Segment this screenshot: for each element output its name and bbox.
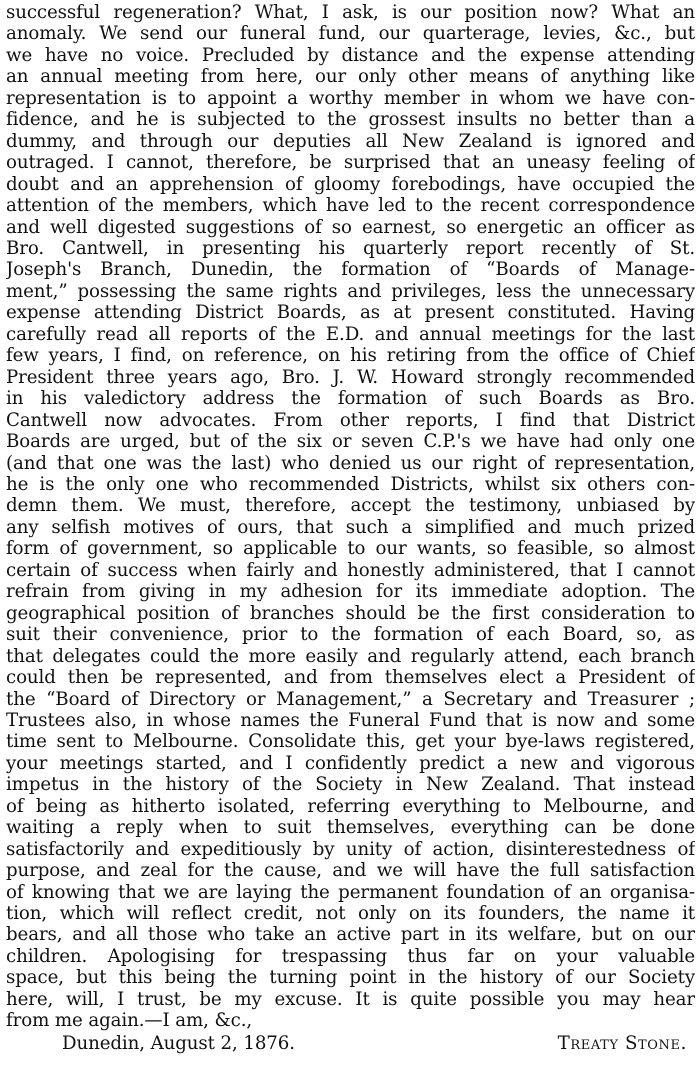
text-line: refrain from giving in my adhesion for its immediate adoption. The xyxy=(6,581,695,603)
text-line: suit their convenience, prior to the formation of each Board, so, as xyxy=(6,624,695,646)
text-line: certain of success when fairly and honestly administered, that I cannot xyxy=(6,559,695,581)
text-line: doubt and an apprehension of gloomy forebodings, have occupied the xyxy=(6,173,695,195)
text-line: anomaly. We send our funeral fund, our quarterage, levies, &c., but xyxy=(6,23,695,45)
text-line: representation is to appoint a worthy member in whom we have con- xyxy=(6,87,695,109)
text-line: purpose, and zeal for the cause, and we will have the full satisfaction xyxy=(6,860,695,882)
text-line: (and that one was the last) who denied us our right of representation, xyxy=(6,452,695,474)
text-line: Cantwell now advocates. From other reports, I find that District xyxy=(6,409,695,431)
text-line: of being as hitherto isolated, referring everything to Melbourne, and xyxy=(6,795,695,817)
dateline: Dunedin, August 2, 1876. xyxy=(62,1032,295,1054)
text-line: successful regeneration? What, I ask, is our position now? What an xyxy=(6,2,695,23)
letter-column xyxy=(6,2,695,1055)
text-line: satisfactorily and expeditiously by unity of action, disinterestedness of xyxy=(6,838,695,860)
text-line: expense attending District Boards, as at present constituted. Having xyxy=(6,302,695,324)
letter-body xyxy=(6,2,695,1032)
text-line: of knowing that we are laying the permanent foundation of an organisa- xyxy=(6,881,695,903)
text-line: that delegates could the more easily and regularly attend, each branch xyxy=(6,645,695,667)
letter-signoff xyxy=(6,1033,695,1055)
text-line: we have no voice. Precluded by distance and the expense attending xyxy=(6,44,695,66)
text-line: President three years ago, Bro. J. W. Howard strongly recommended xyxy=(6,366,695,388)
text-line: geographical position of branches should be the first consideration to xyxy=(6,602,695,624)
text-line: here, will, I trust, be my excuse. It is quite possible you may hear xyxy=(6,988,695,1010)
text-line: impetus in the history of the Society in New Zealand. That instead xyxy=(6,774,695,796)
text-line: outraged. I cannot, therefore, be surprised that an uneasy feeling of xyxy=(6,152,695,174)
text-line: ment,” possessing the same rights and privileges, less the unnecessary xyxy=(6,280,695,302)
text-line: the “Board of Directory or Management,” a Secretary and Treasurer ; xyxy=(6,688,695,710)
text-line: fidence, and he is subjected to the grossest insults no better than a xyxy=(6,109,695,131)
text-line: Bro. Cantwell, in presenting his quarterly report recently of St. xyxy=(6,237,695,259)
text-line: children. Apologising for trespassing thus far on your valuable xyxy=(6,945,695,967)
text-line: dummy, and through our deputies all New Zealand is ignored and xyxy=(6,130,695,152)
text-line: attention of the members, which have led to the recent correspondence xyxy=(6,195,695,217)
text-line: and well digested suggestions of so earnest, so energetic an officer as xyxy=(6,216,695,238)
text-line: Trustees also, in whose names the Funeral Fund that is now and some xyxy=(6,709,695,731)
text-line: could then be represented, and from themselves elect a President of xyxy=(6,667,695,689)
text-line: your meetings started, and I confidently predict a new and vigorous xyxy=(6,752,695,774)
text-line: demn them. We must, therefore, accept the testimony, unbiased by xyxy=(6,495,695,517)
text-line: few years, I find, on reference, on his retiring from the office of Chief xyxy=(6,345,695,367)
text-line: time sent to Melbourne. Consolidate this, get your bye-laws registered, xyxy=(6,731,695,753)
text-line: tion, which will reflect credit, not only on its founders, the name it xyxy=(6,903,695,925)
signature: Treaty Stone. xyxy=(557,1032,687,1054)
text-line: Boards are urged, but of the six or seven C.P.'s we have had only one xyxy=(6,431,695,453)
text-line: form of government, so applicable to our wants, so feasible, so almost xyxy=(6,538,695,560)
text-line: in his valedictory address the formation of such Boards as Bro. xyxy=(6,388,695,410)
text-line: an annual meeting from here, our only other means of anything like xyxy=(6,66,695,88)
text-line: Joseph's Branch, Dunedin, the formation of “Boards of Manage- xyxy=(6,259,695,281)
text-line: any selfish motives of ours, that such a simplified and much prized xyxy=(6,516,695,538)
text-line: he is the only one who recommended Districts, whilst six others con- xyxy=(6,473,695,495)
text-line: waiting a reply when to suit themselves, everything can be done xyxy=(6,817,695,839)
text-line: carefully read all reports of the E.D. and annual meetings for the last xyxy=(6,323,695,345)
text-line: from me again.—I am, &c., xyxy=(6,1010,253,1032)
text-line: bears, and all those who take an active part in its welfare, but on our xyxy=(6,924,695,946)
text-line: space, but this being the turning point in the history of our Society xyxy=(6,967,695,989)
